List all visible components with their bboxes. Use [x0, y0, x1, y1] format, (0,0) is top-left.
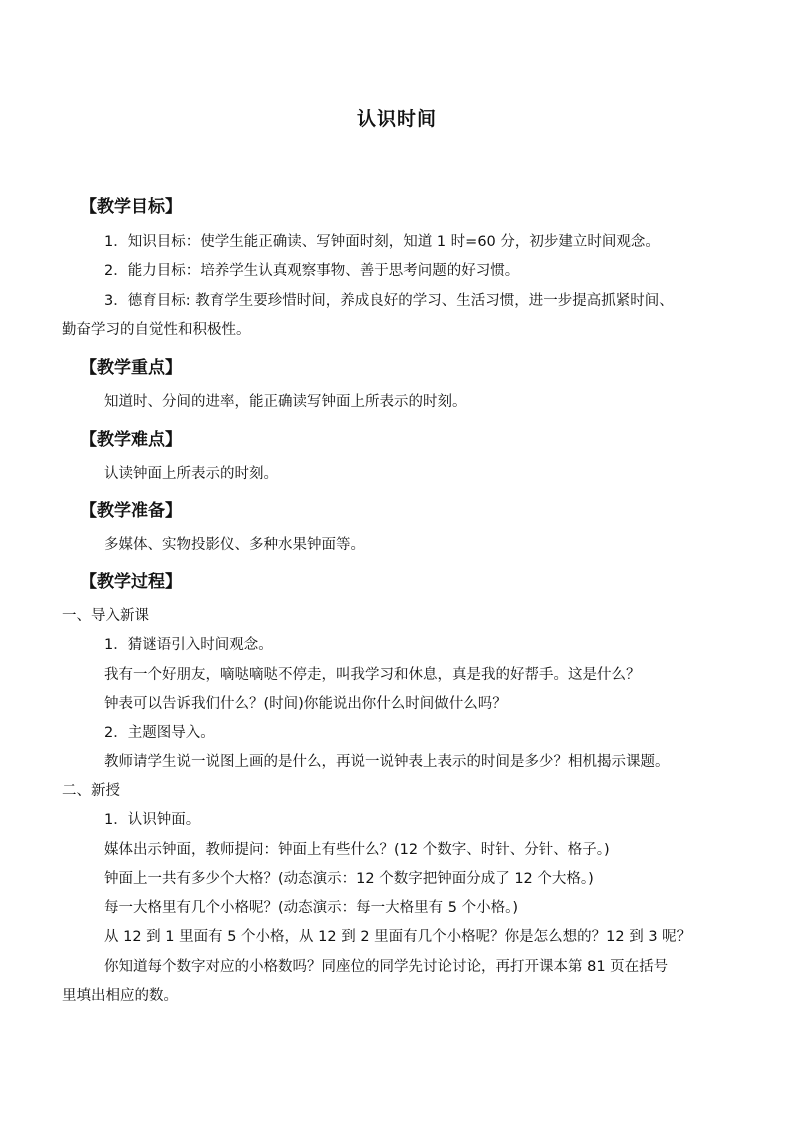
section-heading-difficulties: 【教学难点】: [80, 430, 182, 450]
process-line: 你知道每个数字对应的小格数吗？同座位的同学先讨论讨论，再打开课本第 81 页在括号: [104, 959, 669, 975]
process-part-title: 一、导入新课: [62, 608, 149, 624]
process-line: 从 12 到 1 里面有 5 个小格，从 12 到 2 里面有几个小格呢？你是怎么想的？12 到 3 呢？: [104, 929, 692, 945]
process-line: 1．猜谜语引入时间观念。: [104, 637, 273, 653]
goal-item: 2．能力目标：培养学生认真观察事物、善于思考问题的好习惯。: [104, 263, 520, 279]
process-line-continuation: 里填出相应的数。: [62, 988, 178, 1004]
process-line: 钟面上一共有多少个大格？(动态演示：12 个数字把钟面分成了 12 个大格。): [104, 871, 594, 887]
section-heading-process: 【教学过程】: [80, 572, 182, 592]
document-title: 认识时间: [356, 108, 437, 130]
process-part-title: 二、新授: [62, 783, 120, 799]
process-line: 媒体出示钟面，教师提问：钟面上有些什么？(12 个数字、时针、分针、格子。): [104, 842, 610, 858]
process-line: 每一大格里有几个小格呢？(动态演示：每一大格里有 5 个小格。): [104, 900, 519, 916]
process-line: 教师请学生说一说图上画的是什么，再说一说钟表上表示的时间是多少？相机揭示课题。: [104, 754, 670, 770]
process-line: 2．主题图导入。: [104, 725, 215, 741]
goal-item: 3．德育目标: 教育学生要珍惜时间，养成良好的学习、生活习惯，进一步提高抓紧时间、: [104, 293, 674, 309]
preparation-text: 多媒体、实物投影仪、多种水果钟面等。: [104, 537, 365, 553]
key-points-text: 知道时、分间的进率，能正确读写钟面上所表示的时刻。: [104, 394, 467, 410]
process-line: 钟表可以告诉我们什么？(时间)你能说出你什么时间做什么吗？: [104, 696, 507, 712]
difficulties-text: 认读钟面上所表示的时刻。: [104, 466, 278, 482]
goal-item-continuation: 勤奋学习的自觉性和积极性。: [62, 322, 251, 338]
section-heading-key-points: 【教学重点】: [80, 358, 182, 378]
section-heading-goals: 【教学目标】: [80, 197, 182, 217]
process-line: 1．认识钟面。: [104, 812, 201, 828]
section-heading-preparation: 【教学准备】: [80, 501, 182, 521]
process-line: 我有一个好朋友，嘀哒嘀哒不停走，叫我学习和休息，真是我的好帮手。这是什么？: [104, 667, 641, 683]
goal-item: 1．知识目标：使学生能正确读、写钟面时刻，知道 1 时=60 分，初步建立时间观念。: [104, 234, 660, 250]
